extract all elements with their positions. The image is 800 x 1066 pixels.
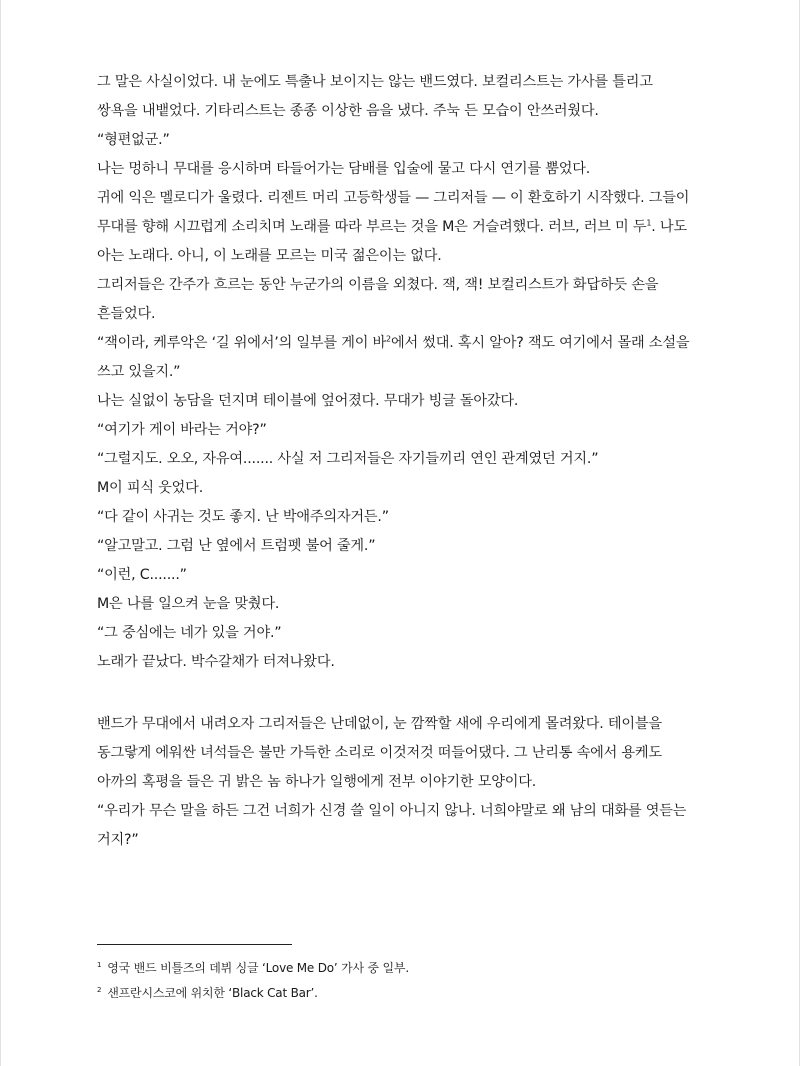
paragraph-line: 동그랗게 에워싼 녀석들은 불만 가득한 소리로 이것저것 떠들어댔다. 그 난리통 속에서 용케도 [97, 745, 662, 761]
footnote-1 [97, 956, 707, 981]
footnote-mark: 1 [97, 961, 102, 969]
footnote-ref-2[interactable]: 2 [386, 334, 391, 344]
text-span: “잭이라, 케루악은 ‘길 위에서’의 일부를 게이 바 [97, 335, 387, 351]
dialogue-line: 거지?” [97, 832, 139, 848]
footnote-2 [97, 981, 707, 1006]
text-span: 무대를 향해 시끄럽게 소리치며 노래를 따라 부르는 것을 M은 거슬려했다. 러브, 러브 미 두 [97, 219, 647, 235]
dialogue-line [97, 329, 707, 358]
paragraph-line: 그 말은 사실이었다. 내 눈에도 특출나 보이지는 않는 밴드였다. 보컬리스트는 가사를 틀리고 [97, 74, 653, 90]
footnotes [97, 956, 707, 1006]
paragraph-line: 나는 실없이 농담을 던지며 테이블에 엎어졌다. 무대가 빙글 돌아갔다. [97, 393, 519, 409]
paragraph-line: 귀에 익은 멜로디가 울렸다. 리젠트 머리 고등학생들 — 그리저들 — 이 환호하기 시작했다. 그들이 [97, 190, 690, 206]
section-break [97, 677, 707, 710]
footnote-text: 영국 밴드 비틀즈의 데뷔 싱글 ‘Love Me Do’ 가사 중 일부. [107, 961, 409, 975]
paragraph-line: 노래가 끝났다. 박수갈채가 터져나왔다. [97, 654, 335, 670]
paragraph-line: 그리저들은 간주가 흐르는 동안 누군가의 이름을 외쳤다. 잭, 잭! 보컬리스트가 화답하듯 손을 [97, 277, 659, 293]
dialogue-line: “형편없군.” [97, 132, 170, 148]
dialogue-line: “그 중심에는 네가 있을 거야.” [97, 625, 282, 641]
dialogue-line: 쓰고 있을지.” [97, 364, 181, 380]
footnote-mark: 2 [97, 986, 102, 994]
paragraph-line: 아까의 혹평을 들은 귀 밝은 놈 하나가 일행에게 전부 이야기한 모양이다. [97, 774, 537, 790]
footnote-divider [97, 944, 292, 945]
dialogue-line: “여기가 게이 바라는 거야?” [97, 422, 267, 438]
dialogue-line: “우리가 무슨 말을 하든 그건 너희가 신경 쓸 일이 아니지 않나. 너희야말로 왜 남의 대화를 엿듣는 [97, 803, 687, 819]
paragraph-line: 쌍욕을 내뱉었다. 기타리스트는 종종 이상한 음을 냈다. 주눅 든 모습이 안쓰러웠다. [97, 103, 599, 119]
paragraph-line: M은 나를 일으켜 눈을 맞췄다. [97, 596, 280, 612]
dialogue-line: “그럴지도. 오오, 자유여....... 사실 저 그리저들은 자기들끼리 연인 관계였던 거지.” [97, 451, 599, 467]
text-span: 에서 썼대. 혹시 알아? 잭도 여기에서 몰래 소설을 [390, 335, 690, 351]
paragraph-line: 흔들었다. [97, 306, 156, 322]
footnote-ref-1[interactable]: 1 [646, 218, 652, 228]
text-span: . 나도 [651, 219, 687, 235]
dialogue-line: “알고말고. 그럼 난 옆에서 트럼펫 불어 줄게.” [97, 538, 376, 554]
dialogue-line: “다 같이 사귀는 것도 좋지. 난 박애주의자거든.” [97, 509, 389, 525]
paragraph-line: 밴드가 무대에서 내려오자 그리저들은 난데없이, 눈 깜짝할 새에 우리에게 몰려왔다. 테이블을 [97, 716, 662, 732]
paragraph-line: 아는 노래다. 아니, 이 노래를 모르는 미국 젊은이는 없다. [97, 248, 442, 264]
paragraph-line: 나는 멍하니 무대를 응시하며 타들어가는 담배를 입술에 물고 다시 연기를 뿜었다. [97, 161, 591, 177]
body-text [97, 68, 707, 855]
paragraph-line: M이 피식 웃었다. [97, 480, 204, 496]
dialogue-line: “이런, C.......” [97, 567, 187, 583]
footnote-text: 샌프란시스코에 위치한 ‘Black Cat Bar’. [107, 986, 318, 1000]
paragraph-line [97, 213, 707, 242]
